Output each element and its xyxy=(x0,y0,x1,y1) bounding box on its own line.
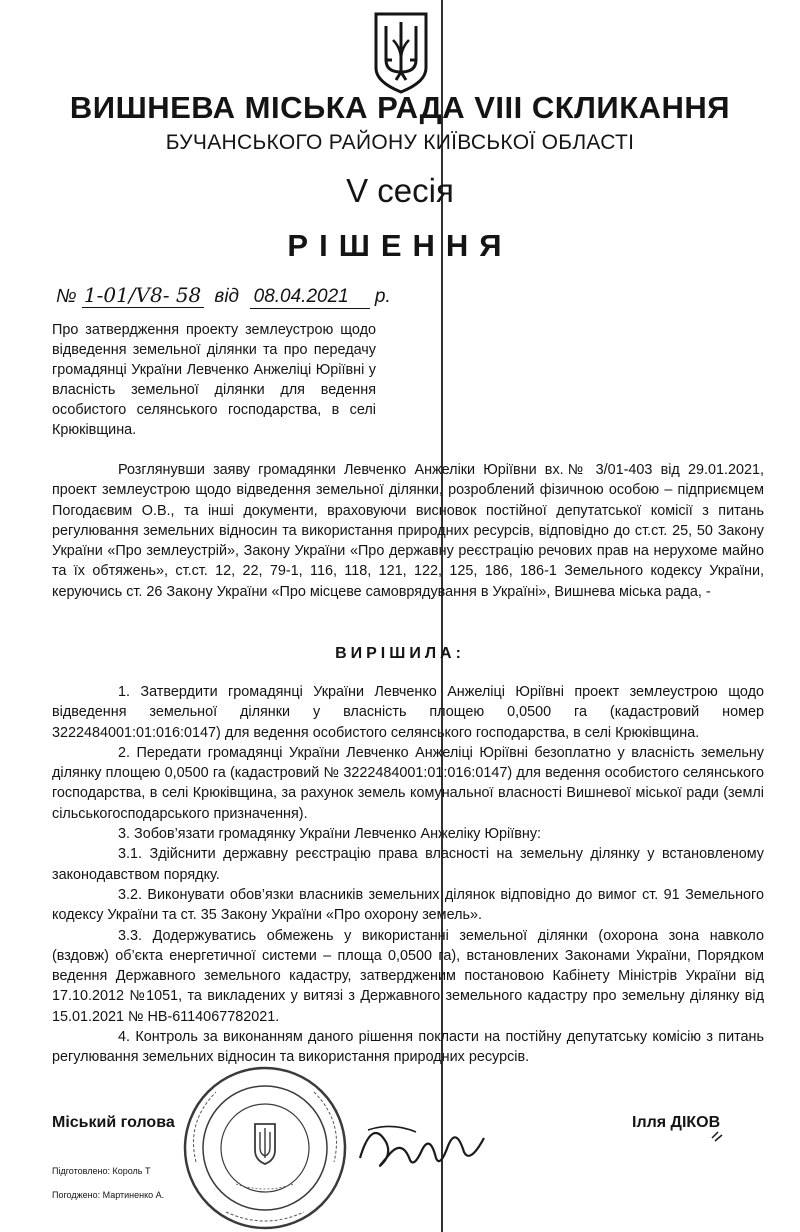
item-3-2: 3.2. Виконувати обов’язки власників земельних ділянок відповідно до вимог ст. 91 Земельного кодексу України та ст. 35 Закону України «Про охорону земель». xyxy=(52,886,764,924)
district-subtitle: БУЧАНСЬКОГО РАЙОНУ КИЇВСЬКОЇ ОБЛАСТІ xyxy=(165,131,635,154)
mayor-label: Міський голова xyxy=(52,1114,175,1131)
item-3-1: 3.1. Здійснити державну реєстрацію права власності на земельну ділянку у встановленому законодавством порядку. xyxy=(52,846,764,883)
decision-number-line xyxy=(56,283,391,309)
official-seal-icon xyxy=(176,1062,354,1232)
preamble-text: Розглянувши заяву громадянки Левченко Анжеліки Юріївни вх.№ 3/01-403 від 29.01.2021, проект землеустрою щодо відведення земельної ділянки, розроблений фізичною особою – підприємцем Погодаєвим О.В., та інші документи, враховуючи висновок постійної депутатської комісії з питань регулювання земельних відносин та використання природних ресурсів, відповідно до ст.ст. 25, 50 Закону України «Про землеустрій», Закону України «Про державну реєстрацію речових прав на нерухоме майно та їх обтяжень», ст.ст. 12, 22, 79-1, 116, 118, 121, 122, 125, 186, 186-1 Земельного кодексу України, керуючись ст. 26 Закону України «Про місцеве самоврядування в Україні», Вишнева міська рада, - xyxy=(52,462,764,600)
item-3: 3. Зобов’язати громадянку України Левченко Анжеліку Юріївну: xyxy=(118,826,542,843)
item-4: 4. Контроль за виконанням даного рішення покласти на постійну депутатську комісію з питань регулювання земельних відносин та використання природних ресурсів. xyxy=(52,1029,764,1066)
date-suffix: р. xyxy=(374,286,391,307)
decision-items xyxy=(52,682,764,1068)
number-prefix: № xyxy=(56,286,77,307)
item-1: 1. Затвердити громадянці України Левченко Анжеліці Юріївні проект землеустрою щодо відведення земельної ділянки у власність площею 0,0500 га (кадастровий номер 3222484001:01:016:0147) для ведення особистого селянського господарства, в селі Крюківщина. xyxy=(52,684,764,741)
item-2: 2. Передати громадянці України Левченко Анжеліці Юріївні безоплатно у власність земельну ділянку площею 0,0500 га (кадастровий № 3222484001:01:016:0147) для ведення особистого селянського господарства, в селі Крюківщина, за рахунок земель комунальної власності Вишневої міської ради (землі сільськогосподарського призначення). xyxy=(52,744,764,822)
agreed-by: Погоджено: Мартиненко А. xyxy=(52,1190,165,1200)
preamble xyxy=(52,460,764,602)
council-title: ВИШНЕВА МІСЬКА РАДА VIII СКЛИКАННЯ xyxy=(69,90,731,125)
decision-subject: Про затвердження проекту землеустрою щодо відведення земельної ділянки та про передачу громадянці України Левченко Анжеліці Юріївні у власність земельної ділянки для ведення особистого селянського господарства, в селі Крюківщина. xyxy=(52,322,376,438)
decision-date: 08.04.2021 xyxy=(250,286,370,309)
session-title: V сесія xyxy=(346,172,454,209)
decision-number: 1-01/V8- 58 xyxy=(82,283,204,308)
tick-mark-icon xyxy=(710,1130,726,1146)
resolved-heading: ВИРІШИЛА: xyxy=(335,645,465,662)
trident-icon xyxy=(372,10,430,94)
item-3-3: 3.3. Додержуватись обмежень у використанні земельної ділянки (охорона зона навколо (вздовж) об’єкта енергетичної системи – площа 0,0500 га), встановлених Законами України, Порядком ведення Державного земельного кадастру, затвердженим постановою Кабінету Міністрів України від 17.10.2012 №1051, та викладених у витязі з Державного земельного кадастру про земельну ділянку від 15.01.2021 № НВ-6114067782021. xyxy=(52,927,764,1025)
decision-title: РІШЕННЯ xyxy=(287,228,513,263)
signature-icon xyxy=(352,1098,502,1178)
prepared-by: Підготовлено: Король Т xyxy=(52,1166,151,1176)
date-prefix: від xyxy=(214,286,240,307)
mayor-name: Ілля ДІКОВ xyxy=(632,1114,721,1131)
